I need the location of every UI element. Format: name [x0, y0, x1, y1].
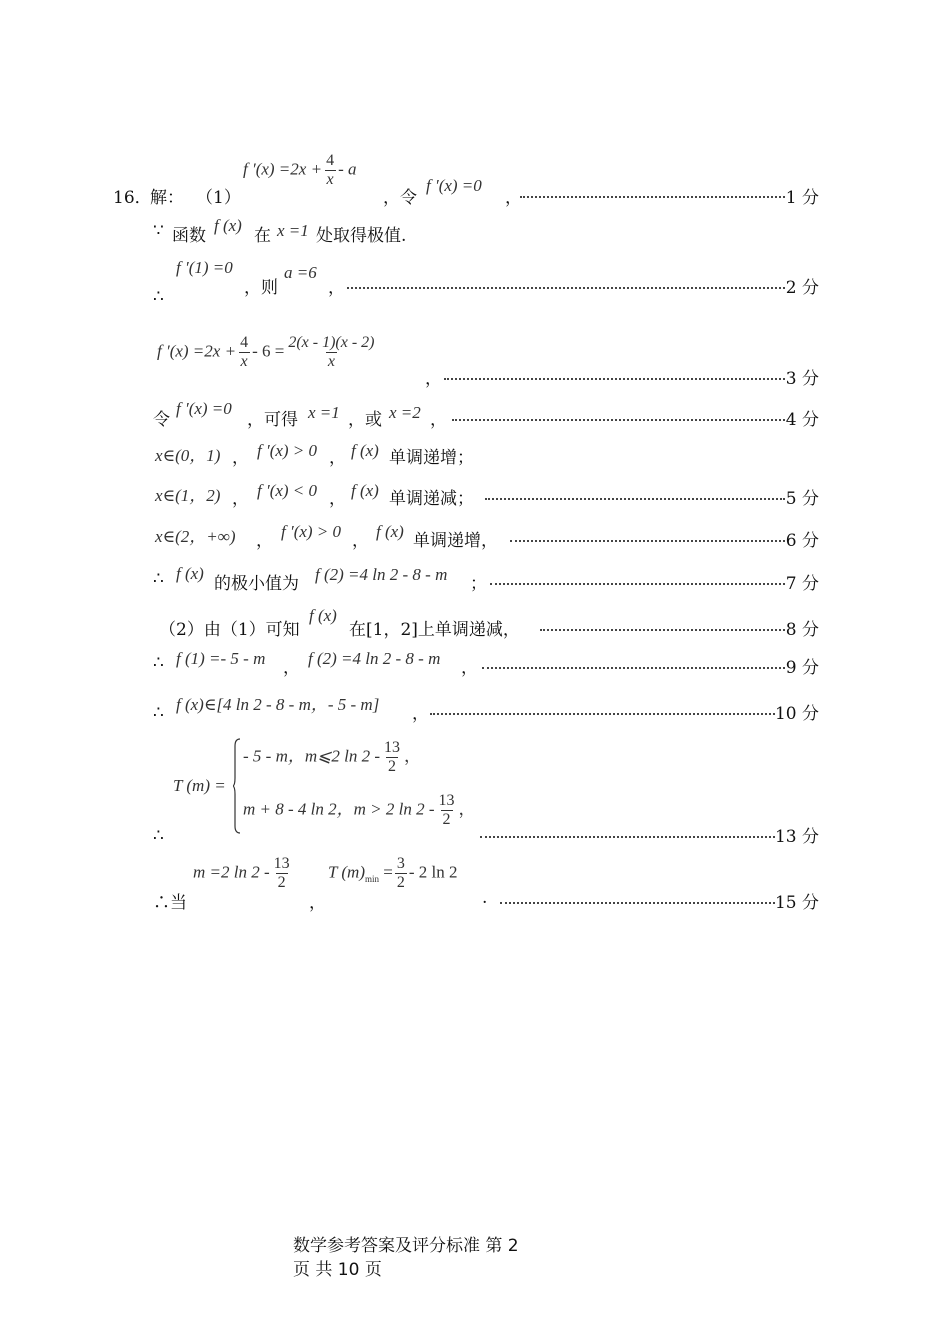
score-13: 13 分: [774, 827, 819, 847]
score-1: 1 分: [785, 188, 819, 208]
dot-leader: [490, 583, 785, 585]
comma: ，: [505, 188, 522, 208]
derivative-positive: f ′(x) > 0: [281, 522, 342, 541]
minimum-text: 的极小值为: [214, 574, 299, 594]
score-5: 5 分: [785, 489, 819, 509]
dot-leader: [452, 419, 785, 421]
fraction-13-over-2: $\frac{13}{2}$: [438, 792, 455, 828]
interval-2-inf: x∈(2，+∞): [155, 527, 236, 546]
score-6: 6 分: [785, 531, 819, 551]
dot-leader: [444, 378, 785, 380]
function-fx: f (x): [176, 564, 204, 583]
derivative-positive: f ′(x) > 0: [257, 441, 318, 460]
part2-tail: 在[1，2]上单调递减，: [349, 620, 520, 640]
kede-text: ，可得: [247, 410, 298, 430]
comma: ，: [232, 448, 249, 468]
part2-label: （2）由（1）可知: [159, 620, 300, 640]
problem-number: 16．: [113, 188, 152, 208]
derivative-zero-eq: f ′(x) =0: [426, 176, 482, 195]
derivative-negative: f ′(x) < 0: [257, 481, 318, 500]
minimum-result: T $(m)_{min}$ = $\frac{3}{2}$ - 2 ln 2: [328, 855, 458, 891]
dot-leader: [480, 836, 775, 838]
interval-1-2: x∈(1，2): [155, 486, 221, 505]
therefore-when: ∴当: [153, 893, 187, 913]
comma: ，: [309, 893, 326, 913]
derivative-formula-2: f ′(x) =2x + $\frac{4}{x}$ - 6 = $\frac{2(x - 1)(x - 2)}{x}$: [157, 334, 375, 370]
comma: ，: [430, 410, 447, 430]
fraction-13-over-2: $\frac{13}{2}$: [384, 739, 401, 775]
dot-leader: [485, 498, 785, 500]
comma: ，: [461, 658, 478, 678]
piecewise-case-1: - 5 - m，m⩽2 ln 2 - $\frac{13}{2}$ ，: [243, 739, 422, 775]
therefore-symbol: ∴: [153, 569, 164, 589]
function-fx: f (x): [376, 522, 404, 541]
huo-text: ，或: [348, 410, 382, 430]
monotone-increasing: 单调递增，: [413, 531, 498, 551]
minimum-value: f (2) =4 ln 2 - 8 - m: [315, 565, 448, 584]
dot-leader: [500, 902, 775, 904]
dot-leader: [520, 196, 785, 198]
piecewise-lhs: T (m) =: [173, 776, 226, 795]
function-fx: f (x): [214, 216, 242, 235]
dot-leader: [510, 540, 785, 542]
left-brace: [233, 738, 241, 834]
ling-text: ，令: [383, 188, 417, 208]
therefore-symbol: ∴: [153, 653, 164, 673]
fraction-3-over-2: $\frac{3}{2}$: [396, 855, 405, 891]
minimum-condition: m =2 ln 2 - $\frac{13}{2}$: [193, 855, 290, 891]
f1-value: f (1) =- 5 - m: [176, 649, 266, 668]
solution-label: 解：: [150, 188, 184, 208]
f-prime-1-zero: f ′(1) =0: [176, 258, 233, 277]
range-expression: f (x)∈[4 ln 2 - 8 - m，- 5 - m]: [176, 695, 380, 714]
function-fx: f (x): [309, 606, 337, 625]
comma: ，: [425, 369, 442, 389]
extreme-text: 处取得极值.: [316, 226, 407, 246]
comma: ，: [329, 489, 346, 509]
derivative-zero-eq: f ′(x) =0: [176, 399, 232, 418]
score-3: 3 分: [785, 369, 819, 389]
score-9: 9 分: [785, 658, 819, 678]
score-8: 8 分: [785, 620, 819, 640]
zai-text: 在: [254, 226, 271, 246]
comma: ，: [352, 531, 369, 551]
period: .: [482, 888, 488, 908]
score-15: 15 分: [774, 893, 819, 913]
dot-leader: [482, 667, 785, 669]
dot-leader: [430, 713, 775, 715]
part1-label: （1）: [196, 188, 241, 208]
comma: ，: [283, 658, 300, 678]
comma: ，: [329, 448, 346, 468]
dot-leader: [347, 287, 785, 289]
because-symbol: ∵: [153, 221, 164, 241]
score-4: 4 分: [785, 410, 819, 430]
interval-0-1: x∈(0，1): [155, 446, 221, 465]
fraction-13-over-2: $\frac{13}{2}$: [273, 855, 290, 891]
comma: ，: [328, 278, 345, 298]
ze-text: ，则: [244, 278, 278, 298]
derivative-formula-1: f ′(x) =2x + $\frac{4}{x}$ - a: [243, 152, 357, 188]
function-fx: f (x): [351, 441, 379, 460]
therefore-symbol: ∴: [153, 826, 164, 846]
monotone-decreasing: 单调递减；: [389, 489, 474, 509]
dot-leader: [540, 629, 785, 631]
function-fx: f (x): [351, 481, 379, 500]
comma: ，: [256, 531, 273, 551]
a-equals-6: a =6: [284, 263, 317, 282]
fraction-4-over-x: $\frac{4}{x}$: [326, 152, 335, 188]
comma: ，: [412, 704, 429, 724]
fraction-4-over-x: $\frac{4}{x}$: [240, 334, 249, 370]
score-7: 7 分: [785, 574, 819, 594]
x-equals-1: x =1: [277, 221, 309, 240]
therefore-symbol: ∴: [153, 703, 164, 723]
therefore-symbol: ∴: [153, 287, 164, 307]
piecewise-case-2: m + 8 - 4 ln 2，m > 2 ln 2 - $\frac{13}{2}$ ，: [243, 792, 476, 828]
score-10: 10 分: [774, 704, 819, 724]
hanshu-text: 函数: [172, 226, 206, 246]
x-equals-2: x =2: [389, 403, 421, 422]
fraction-factored: $\frac{2(x - 1)(x - 2)}{x}$: [288, 334, 375, 370]
x-equals-1: x =1: [308, 403, 340, 422]
monotone-increasing: 单调递增；: [389, 448, 474, 468]
ling-text: 令: [153, 410, 170, 430]
page-footer-line-1: 数学参考答案及评分标准 第 2: [293, 1236, 519, 1256]
semicolon: ；: [470, 574, 487, 594]
score-2: 2 分: [785, 278, 819, 298]
f2-value: f (2) =4 ln 2 - 8 - m: [308, 649, 441, 668]
comma: ，: [232, 489, 249, 509]
page-footer-line-2: 页 共 10 页: [293, 1260, 382, 1280]
